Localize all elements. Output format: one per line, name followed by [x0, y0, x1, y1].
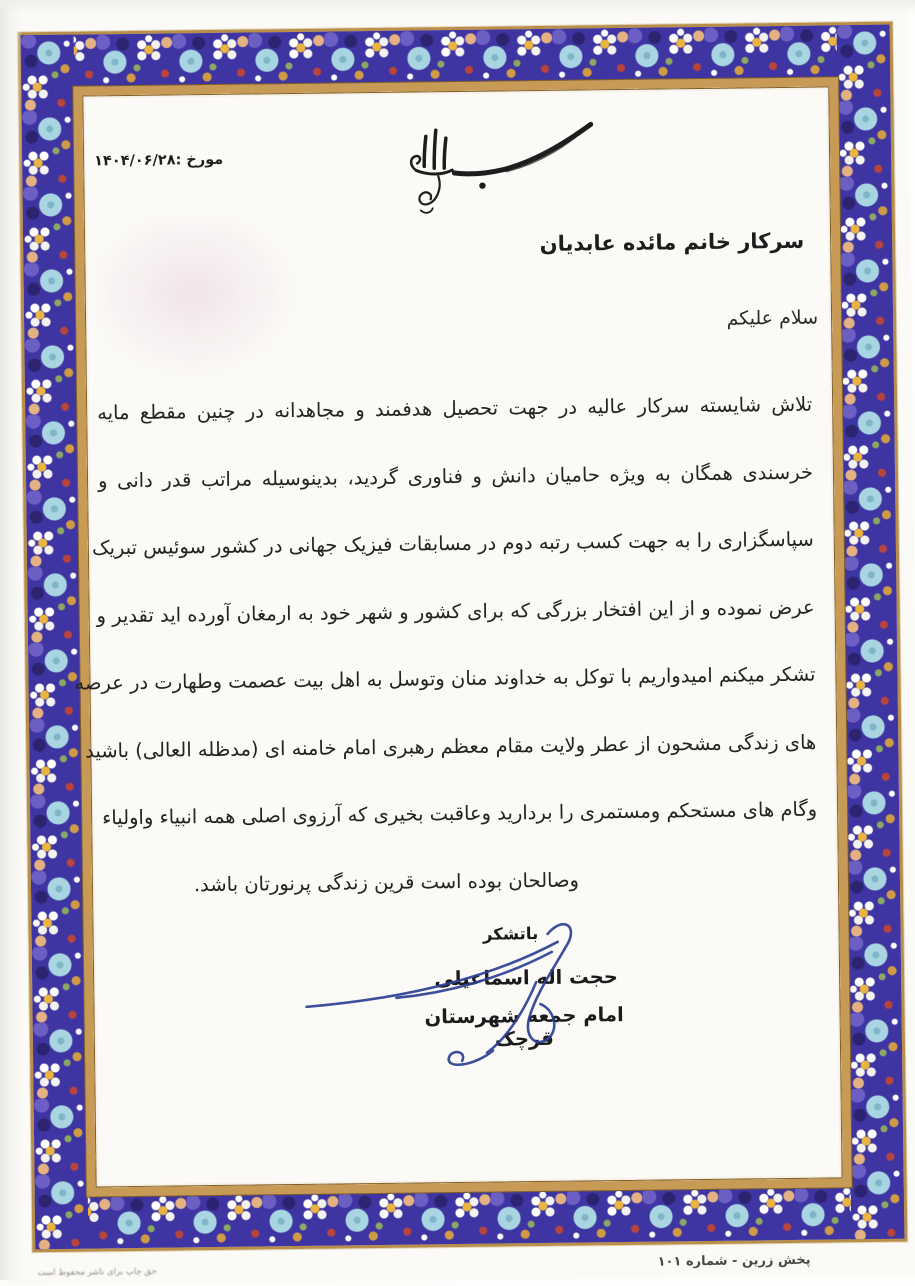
body-line: تلاش شایسته سرکار عالیه در جهت تحصیل هدفمند و مجاهدانه در چنین مقطع مایه [97, 392, 813, 425]
letter-content [74, 88, 841, 1185]
signature-thanks: باتشکر [482, 924, 539, 944]
greeting-line: سلام علیکم [726, 306, 819, 330]
body-line-last: وصالحان بوده است قرین زندگی پرنورتان باشد. [193, 868, 580, 896]
body-line: تشکر میکنم امیدواریم با توکل به خداوند منان وتوسل به اهل بیت عصمت وطهارت در عرصه [74, 662, 816, 695]
body-line: وگام های مستحکم ومستمری را بردارید وعاقبت بخیری که آرزوی اصلی همه انبیاء واولیاء [101, 797, 818, 830]
body-line: عرض نموده و از این افتخار بزرگی که برای کشور و شهر خود به ارمغان آورده اید تقدیر و [96, 595, 815, 627]
signatory-name: حجت اله اسماعیلی [434, 965, 618, 991]
letter-body [74, 371, 819, 920]
body-line: سپاسگزاری را به جهت کسب رتبه دوم در مسابقات فیزیک جهانی در کشور سوئیس تبریک [91, 527, 814, 560]
copyright-note: حق چاپ برای ناشر محفوظ است [37, 1266, 157, 1279]
stamp-smudge [97, 215, 309, 388]
publisher-mark: پخش زرین - شماره ۱۰۱ [657, 1252, 811, 1270]
body-line: خرسندی همگان به ویژه حامیان دانش و فناوری گردید، بدینوسیله مراتب قدر دانی و [97, 460, 814, 492]
photo-edge-shadow-left [0, 0, 22, 1280]
bismillah-calligraphy [386, 116, 602, 219]
handwritten-signature [295, 911, 597, 1075]
photo-edge-shadow-top [0, 0, 915, 14]
bismillah-strokes [386, 116, 602, 219]
signatory-title: امام جمعه شهرستان قرچک [424, 1002, 624, 1051]
date-label: مورخ :۱۴۰۴/۰۶/۲۸ [94, 151, 224, 170]
recipient-name: سرکار خانم مائده عابدیان [539, 228, 805, 256]
body-line: های زندگی مشحون از عطر ولایت مقام معظم رهبری امام خامنه ای (مدظله العالی) باشید [84, 730, 817, 763]
